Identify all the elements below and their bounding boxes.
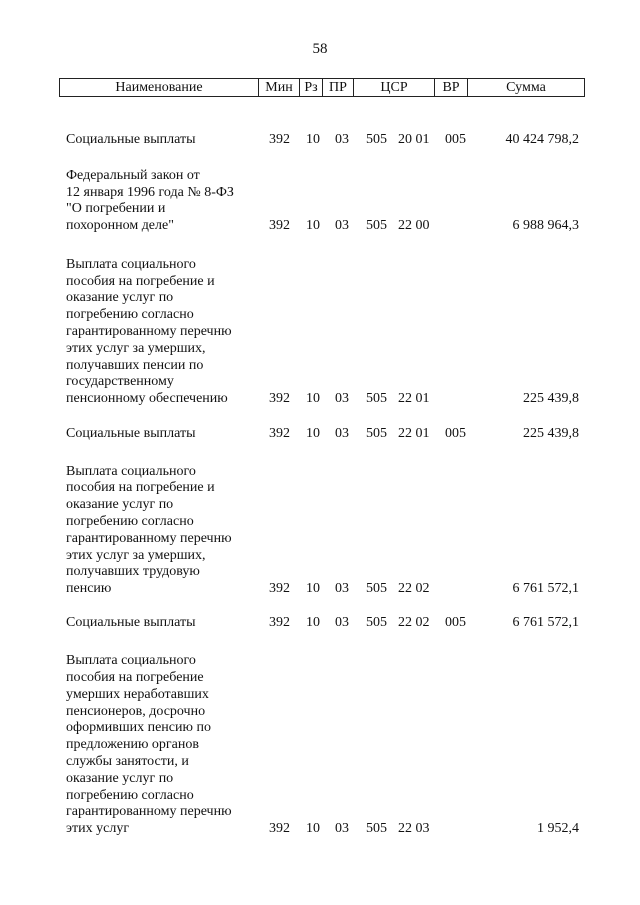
row-vr: 005	[445, 426, 466, 442]
row-csr-program: 505	[366, 426, 387, 442]
row-sum: 6 761 572,1	[512, 615, 579, 631]
header-rz: Рз	[300, 79, 323, 97]
row-csr-article: 22 01	[398, 391, 430, 407]
row-min: 392	[269, 391, 290, 407]
row-csr-program: 505	[366, 218, 387, 234]
row-name: Социальные выплаты	[66, 615, 196, 631]
row-vr: 005	[445, 615, 466, 631]
row-name: Федеральный закон от 12 января 1996 года № 8-ФЗ "О погребении и похоронном деле"	[66, 167, 234, 234]
row-name: Выплата социального пособия на погребение умерших неработавших пенсионеров, досрочно оформивших пенсию по предложению органов службы занятости, и оказание услуг по погребению согласно гарантированному перечню этих услуг	[66, 653, 232, 837]
table-row	[0, 426, 640, 443]
row-csr-article: 22 02	[398, 615, 430, 631]
row-pr: 03	[335, 132, 349, 148]
row-sum: 225 439,8	[523, 391, 579, 407]
table-row	[0, 167, 640, 235]
row-min: 392	[269, 615, 290, 631]
row-rz: 10	[306, 615, 320, 631]
table-row	[0, 462, 640, 598]
row-pr: 03	[335, 615, 349, 631]
table-row	[0, 651, 640, 838]
row-csr-program: 505	[366, 615, 387, 631]
row-csr-program: 505	[366, 821, 387, 837]
row-sum: 225 439,8	[523, 426, 579, 442]
row-rz: 10	[306, 426, 320, 442]
table-row	[0, 132, 640, 149]
row-rz: 10	[306, 581, 320, 597]
row-rz: 10	[306, 391, 320, 407]
row-pr: 03	[335, 821, 349, 837]
header-name: Наименование	[60, 79, 259, 97]
row-rz: 10	[306, 218, 320, 234]
row-sum: 40 424 798,2	[505, 132, 579, 148]
row-min: 392	[269, 426, 290, 442]
row-csr-program: 505	[366, 581, 387, 597]
row-sum: 6 761 572,1	[512, 581, 579, 597]
header-pr: ПР	[323, 79, 354, 97]
header-csr: ЦСР	[354, 79, 435, 97]
row-csr-article: 22 03	[398, 821, 430, 837]
row-sum: 6 988 964,3	[512, 218, 579, 234]
row-csr-article: 22 02	[398, 581, 430, 597]
row-vr: 005	[445, 132, 466, 148]
table-row	[0, 615, 640, 632]
row-min: 392	[269, 132, 290, 148]
row-rz: 10	[306, 821, 320, 837]
row-name: Выплата социального пособия на погребение и оказание услуг по погребению согласно гарантированному перечню этих услуг за умерших, получавших трудовую пенсию	[66, 463, 232, 597]
row-csr-article: 22 00	[398, 218, 430, 234]
row-csr-program: 505	[366, 132, 387, 148]
header-vr: ВР	[435, 79, 468, 97]
row-sum: 1 952,4	[537, 821, 579, 837]
row-min: 392	[269, 821, 290, 837]
page-number: 58	[312, 41, 328, 57]
row-pr: 03	[335, 426, 349, 442]
row-pr: 03	[335, 218, 349, 234]
row-min: 392	[269, 581, 290, 597]
row-csr-article: 22 01	[398, 426, 430, 442]
row-rz: 10	[306, 132, 320, 148]
row-csr-program: 505	[366, 391, 387, 407]
row-csr-article: 20 01	[398, 132, 430, 148]
row-min: 392	[269, 218, 290, 234]
row-pr: 03	[335, 581, 349, 597]
header-min: Мин	[259, 79, 300, 97]
row-name: Выплата социального пособия на погребение и оказание услуг по погребению согласно гарантированному перечню этих услуг за умерших, получавших пенсии по государственному пенсионному обеспечению	[66, 256, 232, 407]
table-row	[0, 256, 640, 408]
row-name: Социальные выплаты	[66, 132, 196, 148]
row-pr: 03	[335, 391, 349, 407]
header-sum: Сумма	[468, 79, 585, 97]
row-name: Социальные выплаты	[66, 426, 196, 442]
